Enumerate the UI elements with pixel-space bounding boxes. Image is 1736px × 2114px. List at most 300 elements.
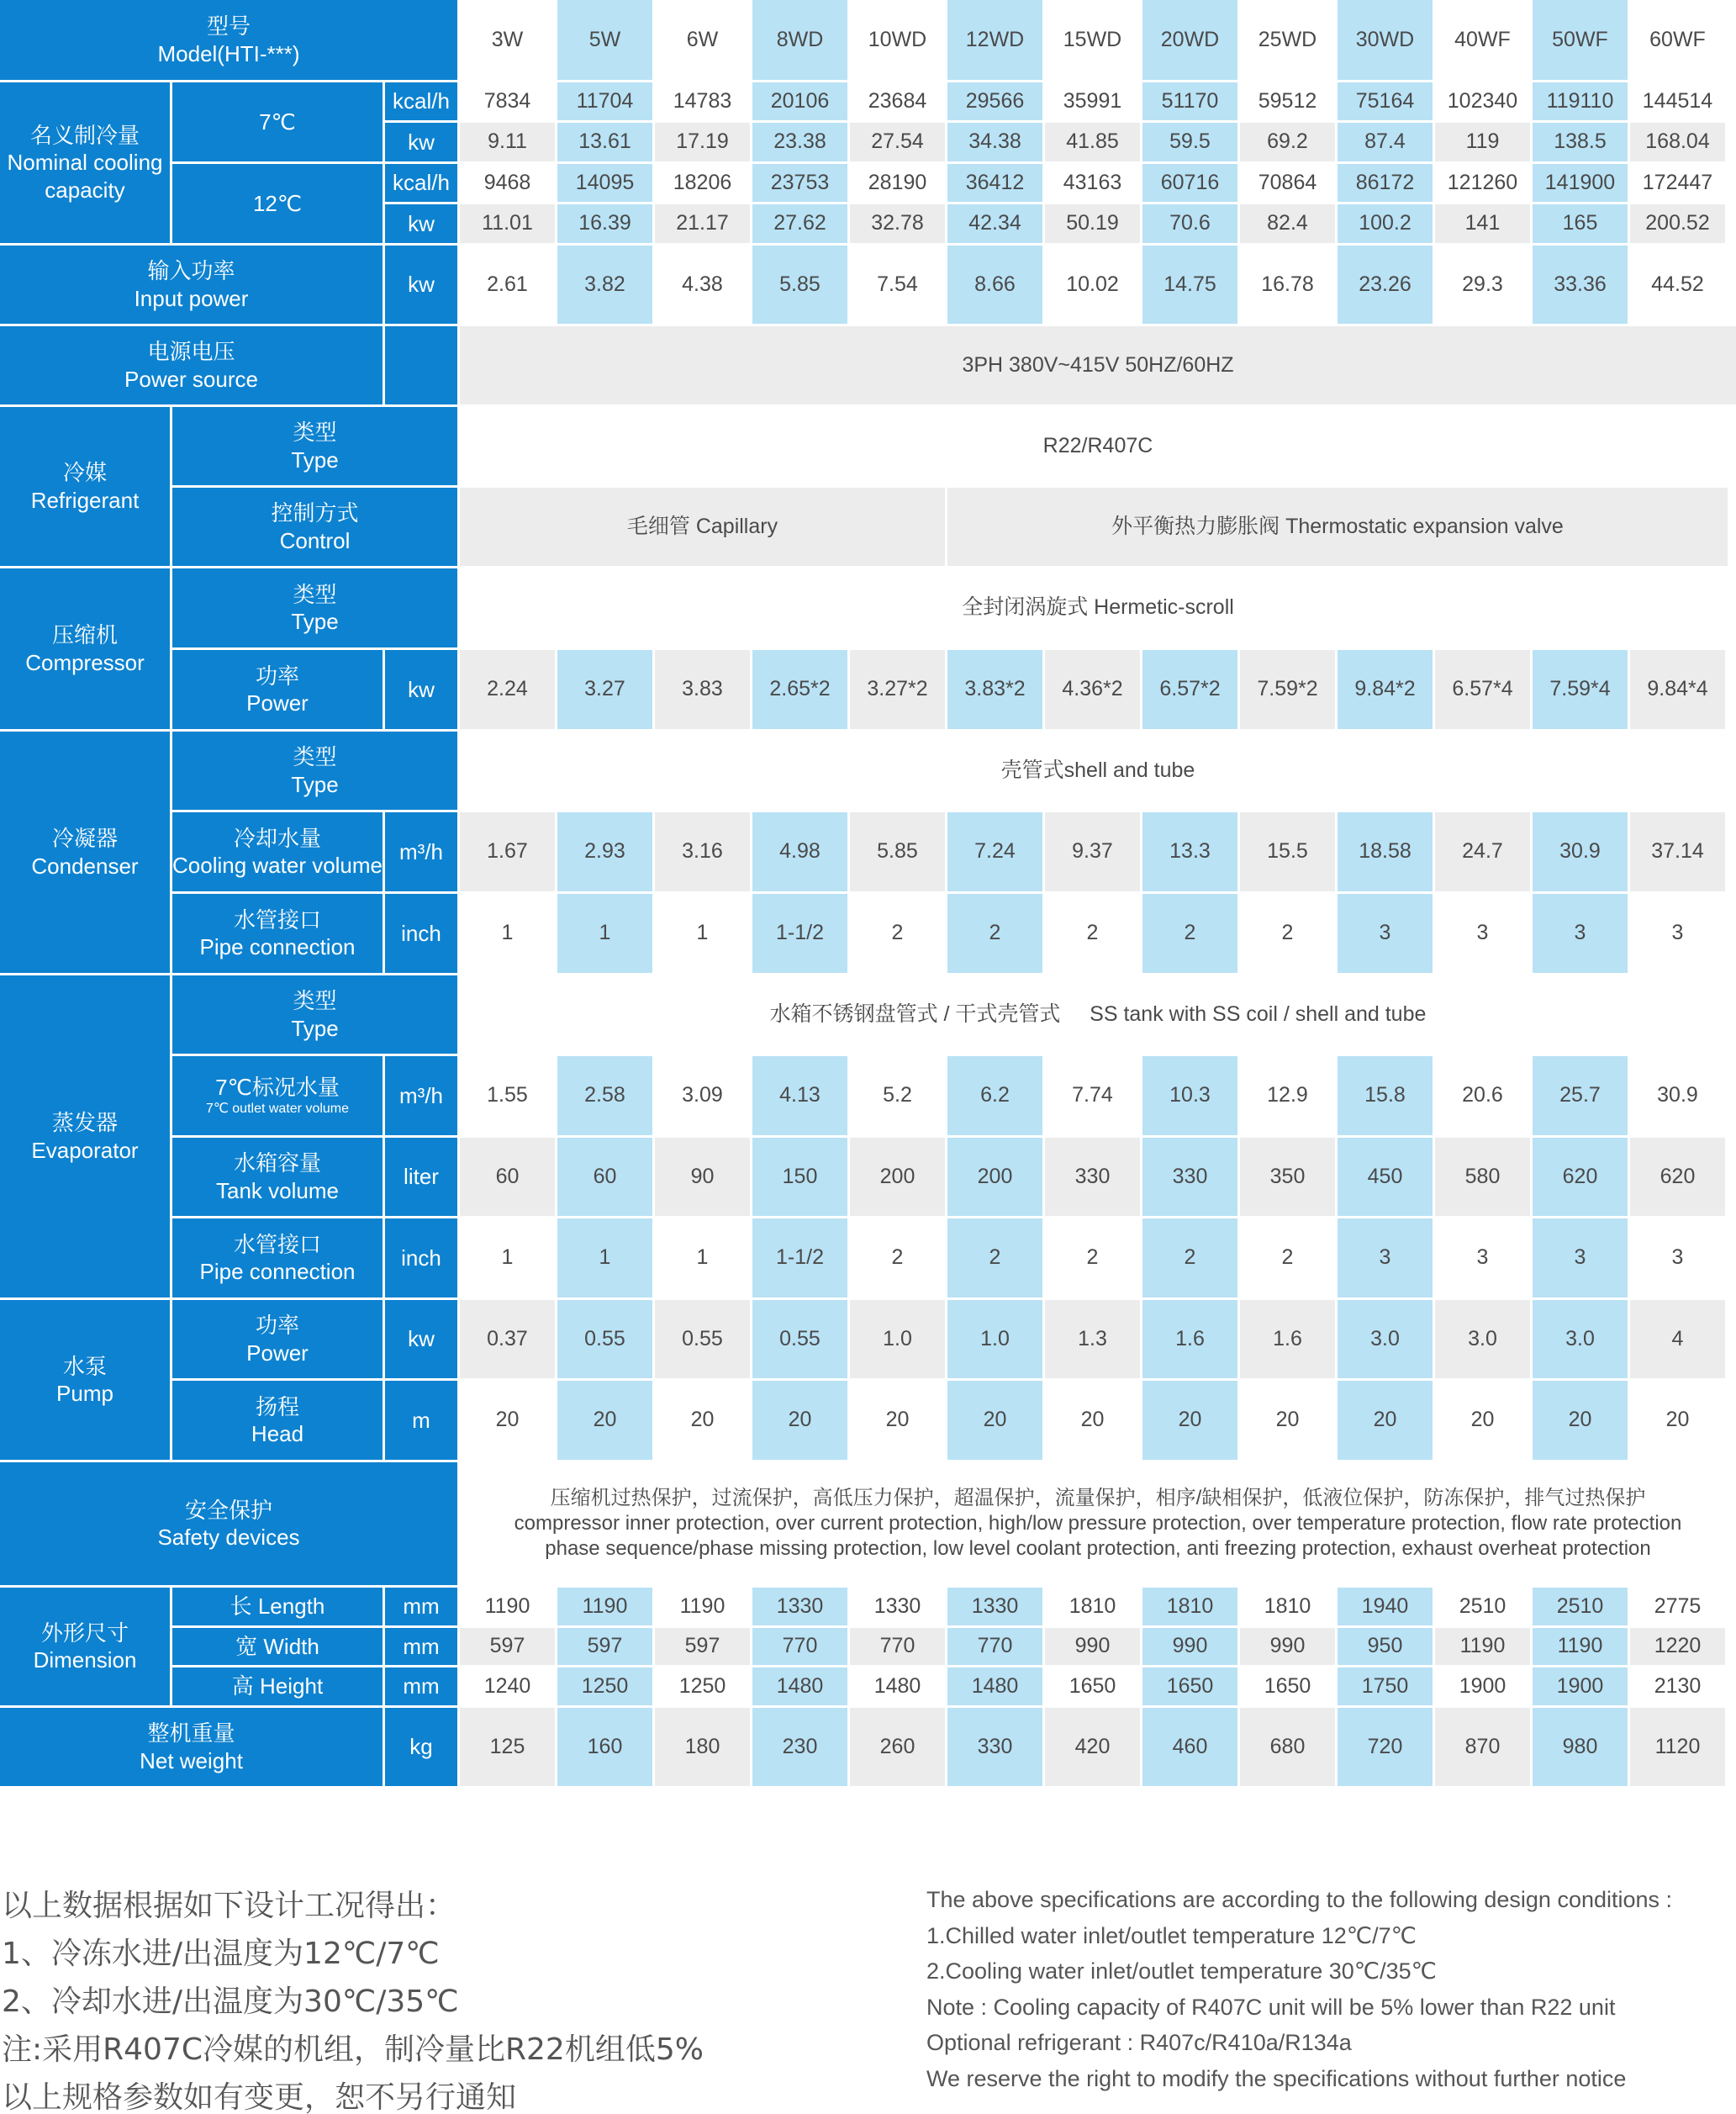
group-label (0, 732, 170, 973)
value-cell: 597 (655, 1628, 750, 1665)
unit-label: kw (385, 204, 457, 243)
value-cell: 1240 (460, 1667, 555, 1705)
row-label-line: Pipe connection (199, 1259, 356, 1284)
row-label (172, 1588, 383, 1625)
value-cell: 2.93 (557, 812, 652, 891)
value-cell: 350 (1240, 1138, 1335, 1216)
value-cell: 1650 (1045, 1667, 1140, 1705)
value-cell: 15.5 (1240, 812, 1335, 891)
value-cell: 2 (1240, 1218, 1335, 1297)
value-cell: 18.58 (1338, 812, 1433, 891)
value-cell: 1.6 (1142, 1300, 1237, 1378)
value-cell: 29.3 (1435, 246, 1530, 324)
value-cell: 27.62 (752, 204, 847, 243)
value-cell: 82.4 (1240, 204, 1335, 243)
row-label-line: Type (291, 447, 339, 473)
row-label-line: 水箱容量 (233, 1150, 321, 1176)
value-cell: 23684 (850, 82, 945, 120)
unit-label: kw (385, 650, 457, 729)
group-label-line: Condenser (31, 853, 139, 879)
row-label-line: 扬程 (255, 1393, 299, 1419)
value-cell: 990 (1142, 1628, 1237, 1665)
value-cell: 23753 (752, 164, 847, 202)
value-cell: 7.59*2 (1240, 650, 1335, 729)
value-cell: 42.34 (947, 204, 1042, 243)
value-cell: 1900 (1533, 1667, 1628, 1705)
row-label-line: 类型 (293, 420, 337, 445)
group-label (0, 1300, 170, 1460)
value-cell: 27.54 (850, 123, 945, 161)
value-cell: 20 (1533, 1381, 1628, 1460)
value-cell: 70864 (1240, 164, 1335, 202)
value-cell: 1250 (557, 1667, 652, 1705)
value-cell: 1.0 (850, 1300, 945, 1378)
value-cell: 9.84*4 (1630, 650, 1725, 729)
value-cell: 6.2 (947, 1056, 1042, 1135)
value-cell: 4.38 (655, 246, 750, 324)
model-header-cell: 5W (557, 0, 652, 80)
model-header-cell: 20WD (1142, 0, 1237, 80)
row-label-line: 水管接口 (233, 906, 321, 933)
value-cell: 3.83*2 (947, 650, 1042, 729)
value-cell: 1190 (460, 1588, 555, 1625)
row-label (172, 1218, 383, 1297)
value-cell: 2 (1142, 1218, 1237, 1297)
row-label (172, 407, 457, 485)
group-label-line: 安全保护 (184, 1497, 272, 1523)
value-cell: 330 (1045, 1138, 1140, 1216)
value-cell: 2 (850, 894, 945, 973)
value-cell: 3 (1435, 1218, 1530, 1297)
value-cell: 180 (655, 1708, 750, 1786)
value-cell: 59.5 (1142, 123, 1237, 161)
row-label-line: Head (251, 1421, 304, 1446)
row-label (172, 568, 457, 647)
value-cell: 7.24 (947, 812, 1042, 891)
value-cell: 90 (655, 1138, 750, 1216)
spanning-value: 水箱不锈钢盘管式 / 干式壳管式 SS tank with SS coil / shell and tube (460, 975, 1736, 1054)
value-cell: 75164 (1338, 82, 1433, 120)
value-cell: 2510 (1435, 1588, 1530, 1625)
value-cell: 770 (947, 1628, 1042, 1665)
value-cell: 2 (1045, 1218, 1140, 1297)
value-cell: 3 (1630, 894, 1725, 973)
value-cell: 30.9 (1533, 812, 1628, 891)
value-cell: 2 (1045, 894, 1140, 973)
value-cell: 168.04 (1630, 123, 1725, 161)
value-cell: 6.57*4 (1435, 650, 1530, 729)
unit-label: kg (385, 1708, 457, 1786)
row-label (172, 1381, 383, 1460)
value-cell: 9.11 (460, 123, 555, 161)
value-cell: 2.65*2 (752, 650, 847, 729)
value-cell: 3.09 (655, 1056, 750, 1135)
value-cell: 4 (1630, 1300, 1725, 1378)
value-cell: 3 (1435, 894, 1530, 973)
value-cell: 2 (947, 894, 1042, 973)
value-cell: 5.2 (850, 1056, 945, 1135)
value-cell: 2 (947, 1218, 1042, 1297)
value-cell: 1750 (1338, 1667, 1433, 1705)
group-label-line: Model(HTI-***) (157, 40, 300, 66)
value-cell: 3.27 (557, 650, 652, 729)
row-label-line: 功率 (255, 663, 299, 689)
value-cell: 20 (557, 1381, 652, 1460)
group-label-line: Dimension (33, 1647, 137, 1673)
value-cell: 14095 (557, 164, 652, 202)
row-label-line: 宽 Width (235, 1633, 319, 1659)
value-cell: 200.52 (1630, 204, 1725, 243)
value-cell: 160 (557, 1708, 652, 1786)
temp-label (172, 82, 383, 161)
value-cell: 14.75 (1142, 246, 1237, 324)
value-cell: 330 (1142, 1138, 1237, 1216)
safety-text (460, 1462, 1736, 1585)
value-cell: 2 (850, 1218, 945, 1297)
value-cell: 3.16 (655, 812, 750, 891)
value-cell: 1.6 (1240, 1300, 1335, 1378)
note-en-line: The above specifications are according to the following design conditions : (926, 1887, 1673, 1912)
value-cell: 20 (1240, 1381, 1335, 1460)
row-label (172, 1667, 383, 1705)
value-cell: 1330 (752, 1588, 847, 1625)
row-label-line: 长 Length (230, 1593, 325, 1620)
row-label (172, 488, 457, 566)
group-label-line: Refrigerant (30, 487, 140, 513)
value-cell: 4.36*2 (1045, 650, 1140, 729)
value-cell: 680 (1240, 1708, 1335, 1786)
value-cell: 16.39 (557, 204, 652, 243)
value-cell: 1190 (1533, 1628, 1628, 1665)
value-cell: 141 (1435, 204, 1530, 243)
row-label-line: Type (291, 771, 339, 797)
model-header-cell: 60WF (1630, 0, 1725, 80)
value-cell: 51170 (1142, 82, 1237, 120)
value-cell: 34.38 (947, 123, 1042, 161)
value-cell: 1480 (850, 1667, 945, 1705)
row-label (172, 1138, 383, 1216)
note-en-line: 2.Cooling water inlet/outlet temperature 30℃/35℃ (926, 1958, 1437, 1984)
value-cell: 9.84*2 (1338, 650, 1433, 729)
value-cell: 5.85 (752, 246, 847, 324)
row-label-line: 类型 (293, 581, 337, 607)
value-cell: 20 (655, 1381, 750, 1460)
row-label-line: Type (291, 1015, 339, 1041)
value-cell: 950 (1338, 1628, 1433, 1665)
value-cell: 9468 (460, 164, 555, 202)
value-cell: 460 (1142, 1708, 1237, 1786)
spanning-value: R22/R407C (460, 407, 1736, 485)
model-header-cell: 6W (655, 0, 750, 80)
value-cell: 100.2 (1338, 204, 1433, 243)
value-cell: 1190 (557, 1588, 652, 1625)
group-label-line: 名义制冷量 (29, 122, 140, 148)
group-label-line: 水泵 (62, 1353, 107, 1379)
row-label (172, 650, 383, 729)
value-cell: 138.5 (1533, 123, 1628, 161)
value-cell: 23.26 (1338, 246, 1433, 324)
value-cell: 150 (752, 1138, 847, 1216)
note-cn-line: 以上数据根据如下设计工况得出： (2, 1889, 456, 1923)
value-cell: 1.67 (460, 812, 555, 891)
value-cell: 2130 (1630, 1667, 1725, 1705)
row-label (172, 812, 383, 891)
value-cell: 20 (1142, 1381, 1237, 1460)
value-cell: 1480 (947, 1667, 1042, 1705)
safety-text-line: phase sequence/phase missing protection, low level coolant protection, anti freezing protection, exhaust overheat protection (545, 1537, 1651, 1560)
value-cell: 3.83 (655, 650, 750, 729)
value-cell: 5.85 (850, 812, 945, 891)
row-label-line: 水管接口 (233, 1231, 321, 1257)
value-cell: 44.52 (1630, 246, 1725, 324)
row-label (172, 1300, 383, 1378)
note-cn-line: 注:采用R407C冷媒的机组，制冷量比R22机组低5% (2, 2032, 704, 2067)
value-cell: 2775 (1630, 1588, 1725, 1625)
unit-label: m (385, 1381, 457, 1460)
unit-label: mm (385, 1667, 457, 1705)
note-en-line: 1.Chilled water inlet/outlet temperature 12℃/7℃ (926, 1922, 1417, 1948)
value-cell: 17.19 (655, 123, 750, 161)
group-label-line: 冷凝器 (51, 826, 118, 851)
value-cell: 36412 (947, 164, 1042, 202)
unit-label: m³/h (385, 812, 457, 891)
row-label (172, 1056, 383, 1135)
value-cell: 1650 (1240, 1667, 1335, 1705)
note-cn-line: 1、冷冻水进/出温度为12℃/7℃ (2, 1937, 440, 1971)
value-cell: 1-1/2 (752, 894, 847, 973)
value-cell: 720 (1338, 1708, 1433, 1786)
value-cell: 60 (460, 1138, 555, 1216)
value-cell: 1-1/2 (752, 1218, 847, 1297)
value-cell: 20 (1630, 1381, 1725, 1460)
value-cell: 33.36 (1533, 246, 1628, 324)
group-label-line: 外形尺寸 (40, 1620, 129, 1646)
value-cell: 4.13 (752, 1056, 847, 1135)
value-cell: 1.3 (1045, 1300, 1140, 1378)
value-cell: 60 (557, 1138, 652, 1216)
value-cell: 1190 (655, 1588, 750, 1625)
value-cell: 13.61 (557, 123, 652, 161)
value-cell: 21.17 (655, 204, 750, 243)
group-label-line: 整机重量 (147, 1720, 235, 1746)
value-cell: 18206 (655, 164, 750, 202)
value-cell: 3 (1533, 1218, 1628, 1297)
value-cell: 10.3 (1142, 1056, 1237, 1135)
value-cell: 7834 (460, 82, 555, 120)
spanning-value: 外平衡热力膨胀阀 Thermostatic expansion valve (947, 488, 1728, 566)
value-cell: 260 (850, 1708, 945, 1786)
value-cell: 330 (947, 1708, 1042, 1786)
value-cell: 3.82 (557, 246, 652, 324)
value-cell: 1650 (1142, 1667, 1237, 1705)
value-cell: 20 (850, 1381, 945, 1460)
value-cell: 980 (1533, 1708, 1628, 1786)
group-label-line: Evaporator (31, 1137, 139, 1163)
value-cell: 770 (752, 1628, 847, 1665)
value-cell: 16.78 (1240, 246, 1335, 324)
unit-label: kw (385, 123, 457, 161)
value-cell: 580 (1435, 1138, 1530, 1216)
group-label-line: 电源电压 (147, 339, 235, 364)
value-cell: 2510 (1533, 1588, 1628, 1625)
value-cell: 121260 (1435, 164, 1530, 202)
value-cell: 20 (947, 1381, 1042, 1460)
value-cell: 3 (1533, 894, 1628, 973)
value-cell: 1120 (1630, 1708, 1725, 1786)
model-header-cell: 10WD (850, 0, 945, 80)
value-cell: 0.37 (460, 1300, 555, 1378)
value-cell: 59512 (1240, 82, 1335, 120)
group-label (0, 82, 170, 243)
row-label (172, 975, 457, 1054)
value-cell: 990 (1045, 1628, 1140, 1665)
model-header-cell: 40WF (1435, 0, 1530, 80)
value-cell: 0.55 (752, 1300, 847, 1378)
value-cell: 3.0 (1435, 1300, 1530, 1378)
value-cell: 8.66 (947, 246, 1042, 324)
safety-text-line: compressor inner protection, over current protection, high/low pressure protection, over temperature protection, flow rate protection (514, 1512, 1682, 1535)
row-label (172, 894, 383, 973)
value-cell: 0.55 (655, 1300, 750, 1378)
value-cell: 1330 (947, 1588, 1042, 1625)
value-cell: 60716 (1142, 164, 1237, 202)
value-cell: 3.0 (1338, 1300, 1433, 1378)
value-cell: 20 (1045, 1381, 1140, 1460)
value-cell: 1900 (1435, 1667, 1530, 1705)
value-cell: 420 (1045, 1708, 1140, 1786)
model-header-cell: 8WD (752, 0, 847, 80)
value-cell: 1 (460, 1218, 555, 1297)
group-label-line: 冷媒 (62, 460, 107, 485)
group-label (0, 246, 383, 324)
group-label-line: 输入功率 (147, 258, 235, 283)
unit-label: kcal/h (385, 82, 457, 120)
row-label-line: Tank volume (216, 1177, 339, 1203)
value-cell: 1810 (1240, 1588, 1335, 1625)
group-label-line: 型号 (206, 13, 251, 39)
row-label-line: 功率 (255, 1313, 299, 1338)
value-cell: 125 (460, 1708, 555, 1786)
row-label-line: 7℃ outlet water volume (205, 1102, 350, 1117)
value-cell: 1190 (1435, 1628, 1530, 1665)
group-label (0, 407, 170, 566)
row-label-line: Type (291, 609, 339, 634)
value-cell: 144514 (1630, 82, 1725, 120)
model-header-cell: 25WD (1240, 0, 1335, 80)
value-cell: 30.9 (1630, 1056, 1725, 1135)
value-cell: 11704 (557, 82, 652, 120)
value-cell: 3 (1338, 894, 1433, 973)
model-header-cell: 50WF (1533, 0, 1628, 80)
value-cell: 9.37 (1045, 812, 1140, 891)
unit-label: inch (385, 1218, 457, 1297)
value-cell: 14783 (655, 82, 750, 120)
unit-label (385, 326, 457, 404)
value-cell: 2.58 (557, 1056, 652, 1135)
row-label-line: 类型 (293, 744, 337, 769)
value-cell: 3 (1630, 1218, 1725, 1297)
value-cell: 43163 (1045, 164, 1140, 202)
unit-label: inch (385, 894, 457, 973)
model-header-cell: 30WD (1338, 0, 1433, 80)
group-label (0, 975, 170, 1297)
unit-label: kw (385, 246, 457, 324)
value-cell: 1480 (752, 1667, 847, 1705)
value-cell: 7.74 (1045, 1056, 1140, 1135)
row-label-line: Control (279, 527, 351, 553)
group-label-line: Compressor (25, 649, 145, 675)
value-cell: 620 (1533, 1138, 1628, 1216)
spanning-value: 毛细管 Capillary (460, 488, 945, 566)
group-label (0, 1462, 457, 1585)
row-label-line: 冷却水量 (233, 825, 321, 851)
value-cell: 87.4 (1338, 123, 1433, 161)
value-cell: 1 (655, 1218, 750, 1297)
value-cell: 2.24 (460, 650, 555, 729)
row-label-line: 控制方式 (271, 500, 359, 526)
value-cell: 2 (1142, 894, 1237, 973)
value-cell: 1810 (1045, 1588, 1140, 1625)
value-cell: 1330 (850, 1588, 945, 1625)
value-cell: 1250 (655, 1667, 750, 1705)
value-cell: 119110 (1533, 82, 1628, 120)
value-cell: 6.57*2 (1142, 650, 1237, 729)
unit-label: kcal/h (385, 164, 457, 202)
group-label (0, 0, 457, 80)
value-cell: 597 (557, 1628, 652, 1665)
value-cell: 200 (947, 1138, 1042, 1216)
group-label (0, 568, 170, 729)
note-cn-line: 以上规格参数如有变更，恕不另行通知 (2, 2080, 517, 2114)
value-cell: 23.38 (752, 123, 847, 161)
value-cell: 620 (1630, 1138, 1725, 1216)
value-cell: 172447 (1630, 164, 1725, 202)
value-cell: 4.98 (752, 812, 847, 891)
value-cell: 230 (752, 1708, 847, 1786)
temp-label-line: 12℃ (252, 190, 303, 216)
value-cell: 20106 (752, 82, 847, 120)
temp-label (172, 164, 383, 243)
value-cell: 3.0 (1533, 1300, 1628, 1378)
notes-english (926, 1882, 1672, 2096)
spanning-value: 全封闭涡旋式 Hermetic-scroll (460, 568, 1736, 647)
row-label-line: Pipe connection (199, 934, 356, 959)
unit-label: mm (385, 1628, 457, 1665)
notes-chinese (2, 1882, 704, 2114)
value-cell: 141900 (1533, 164, 1628, 202)
spanning-value: 壳管式shell and tube (460, 732, 1736, 810)
value-cell: 1.55 (460, 1056, 555, 1135)
value-cell: 37.14 (1630, 812, 1725, 891)
value-cell: 1 (460, 894, 555, 973)
value-cell: 1810 (1142, 1588, 1237, 1625)
group-label (0, 1588, 170, 1705)
row-label-line: Cooling water volume (172, 853, 383, 878)
group-label-line: Safety devices (157, 1525, 300, 1550)
value-cell: 24.7 (1435, 812, 1530, 891)
group-label-line: Input power (134, 285, 249, 311)
value-cell: 2.61 (460, 246, 555, 324)
value-cell: 20 (752, 1381, 847, 1460)
value-cell: 7.54 (850, 246, 945, 324)
value-cell: 41.85 (1045, 123, 1140, 161)
value-cell: 35991 (1045, 82, 1140, 120)
value-cell: 29566 (947, 82, 1042, 120)
group-label (0, 326, 383, 404)
group-label-line: Nominal cooling capacity (7, 150, 163, 203)
row-label-line: 7℃标况水量 (215, 1074, 340, 1100)
value-cell: 1 (655, 894, 750, 973)
